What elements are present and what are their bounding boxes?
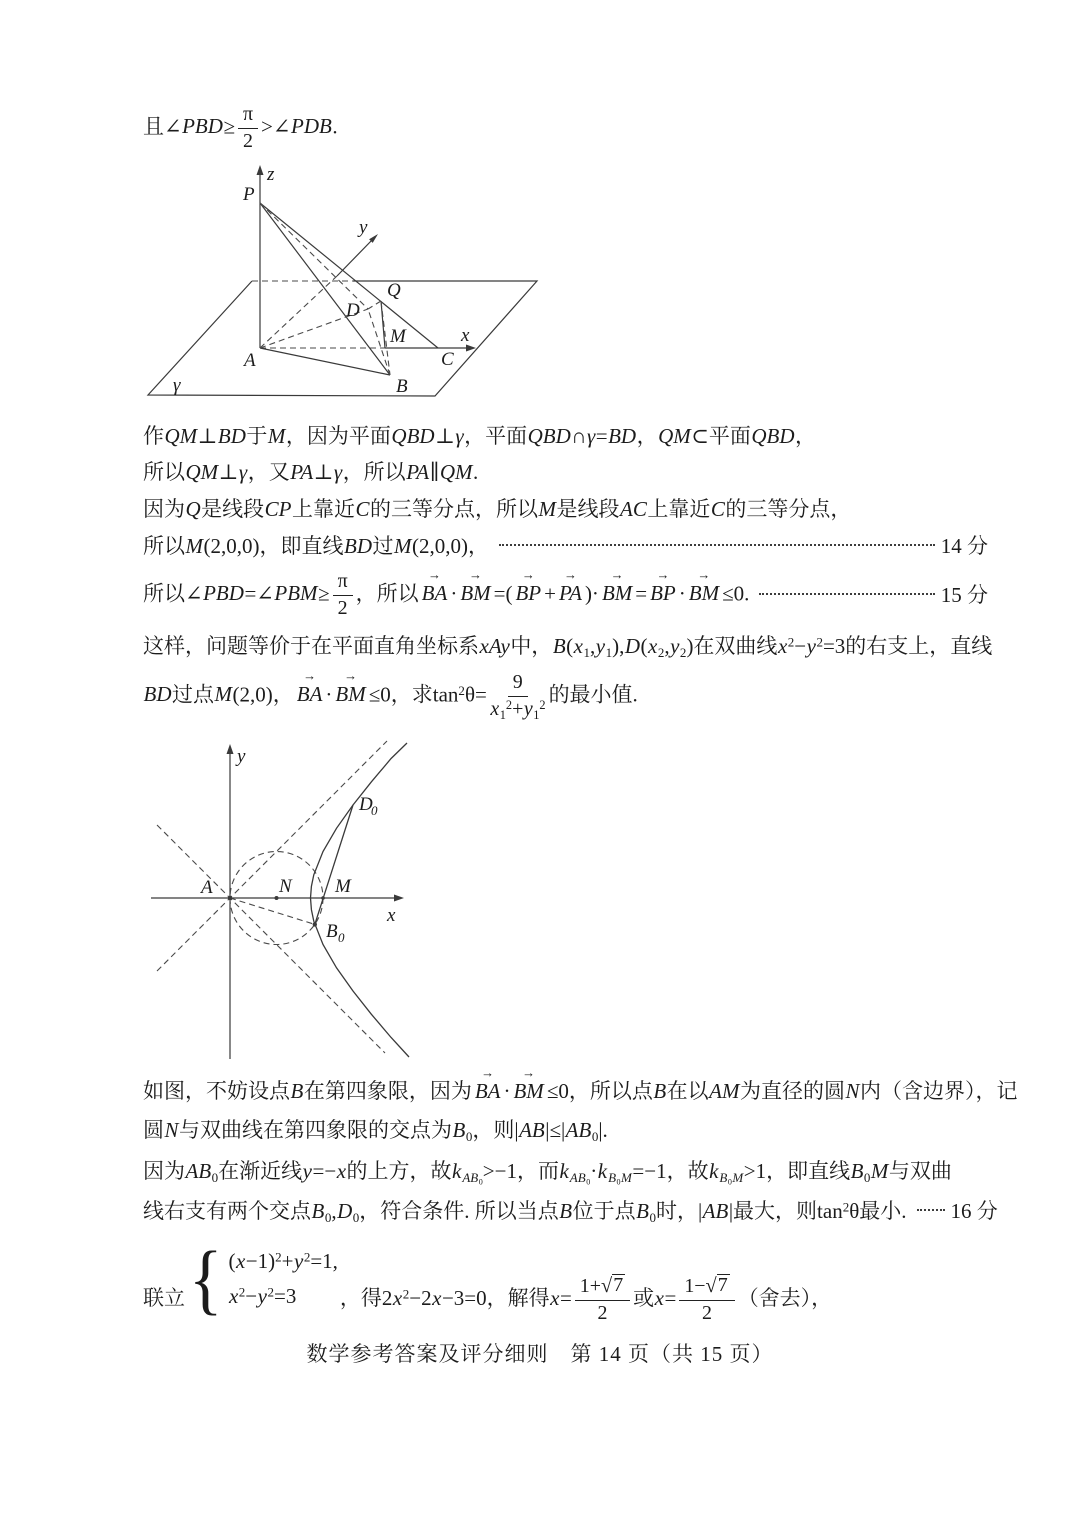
- label-A: A: [244, 350, 256, 371]
- line-B0-M-D0: [315, 805, 353, 924]
- line-two-intersections-score-16: 线右支有两个交点$B_0,D_0$，符合条件. 所以当点B位于点$B_0$时，|AB|最大，则$\tan^2\theta$最小. 16 分: [143, 1198, 998, 1226]
- label-B: B: [396, 376, 408, 397]
- line-construct-qm: 作QM⊥BD于M，因为平面QBD⊥γ，平面QBD∩γ=BD，QM⊂平面QBD，: [143, 423, 817, 448]
- page-footer: 数学参考答案及评分细则 第 14 页（共 15 页）: [306, 1342, 774, 1366]
- y-axis-arrowhead: [227, 744, 234, 754]
- edge-PD-hidden: [260, 203, 368, 309]
- z-axis-arrowhead: [257, 165, 264, 175]
- label-y: y: [359, 217, 368, 238]
- label-B0-subscript: 0: [338, 930, 345, 945]
- point-A: [228, 896, 232, 900]
- point-B0: [313, 922, 317, 926]
- line-m-coordinates-score-14: 所以M(2,0,0)，即直线BD过M(2,0,0)， 14 分: [143, 533, 988, 558]
- edge-QD-hidden: [368, 301, 381, 309]
- figure-3d-tetrahedron: [140, 163, 610, 413]
- asymptote-y-equals-x: [157, 741, 387, 971]
- plane-gamma-outline: [148, 281, 537, 396]
- label-x: x: [387, 905, 396, 926]
- line-trisection: 因为Q是线段CP上靠近C的三等分点，所以M是线段AC上靠近C的三等分点，: [143, 496, 852, 521]
- label-N: N: [279, 876, 292, 897]
- label-D0: D: [359, 794, 373, 815]
- label-D: D: [346, 300, 360, 321]
- line-qm-parallel-pa: 所以QM⊥γ，又PA⊥γ，所以PA∥QM.: [143, 459, 479, 484]
- point-N: [275, 896, 279, 900]
- label-y: y: [237, 746, 246, 767]
- line-dot-product-score-15: 所以∠PBD=∠PBM≥ $\frac{\pi}{2}$ ，所以 → BA · → BM =( → BP + → PA )· → BM = → BP · → BM ≤0. 15 分: [143, 565, 988, 625]
- line-b-fourth-quadrant: 如图，不妨设点B在第四象限，因为 → BA · → BM ≤0，所以点B在以AM为直径的圆N内（含边界），记: [143, 1073, 988, 1109]
- label-M: M: [335, 876, 351, 897]
- label-B0: B: [326, 921, 338, 942]
- label-M: M: [390, 326, 406, 347]
- label-P: P: [243, 184, 255, 205]
- label-gamma: γ: [173, 375, 181, 396]
- edge-PB: [260, 203, 390, 375]
- line-tan-theta-objective: BD过点M(2,0)， → BA · → BM ≤0，求$\tan^2\theta=$ $\frac{9}{x_1^2+y_1^2}$ 的最小值.: [143, 663, 988, 729]
- label-x: x: [461, 325, 470, 346]
- line-system-solution: 联立 { $(x-1)^2+y^2=1$, $x^2-y^2=3$ ，得$2x^2-2x-3=0$，解得x= 1+ √ 7 2 或x= 1− √ 7 2 （舍去），: [143, 1236, 988, 1332]
- label-Q: Q: [387, 280, 401, 301]
- line-intersection-b0: 圆N与双曲线在第四象限的交点为$B_0$，则$|AB|\le|AB_0|$.: [143, 1117, 608, 1145]
- edge-AB: [260, 348, 390, 375]
- asymptote-y-equals-negx: [157, 825, 385, 1053]
- label-C: C: [441, 349, 454, 370]
- line-slopes: 因为$AB_0$在渐近线y=−x的上方，故$k_{AB_0}>-1$，而$k_{AB_0}\cdot k_{B_0M}=-1$，故$k_{B_0M}>1$，即直线$B_0M$与双曲: [143, 1158, 952, 1187]
- line-angle-inequality: 且∠PBD≥ $\frac{\pi}{2}$ >∠PDB.: [143, 102, 338, 152]
- line-equivalent-problem: 这样，问题等价于在平面直角坐标系xAy中，$B(x_1,y_1),D(x_2,y_2)$在双曲线$x^2-y^2=3$的右支上，直线: [143, 633, 993, 661]
- figure-hyperbola: [130, 733, 475, 1065]
- edge-BD-hidden: [368, 309, 390, 375]
- point-M: [321, 896, 325, 900]
- edge-PC: [260, 203, 438, 348]
- x-axis-arrowhead: [394, 895, 404, 902]
- label-D0-subscript: 0: [371, 803, 378, 818]
- label-A: A: [201, 877, 213, 898]
- label-z: z: [267, 164, 275, 185]
- y-axis-hidden: [260, 276, 337, 348]
